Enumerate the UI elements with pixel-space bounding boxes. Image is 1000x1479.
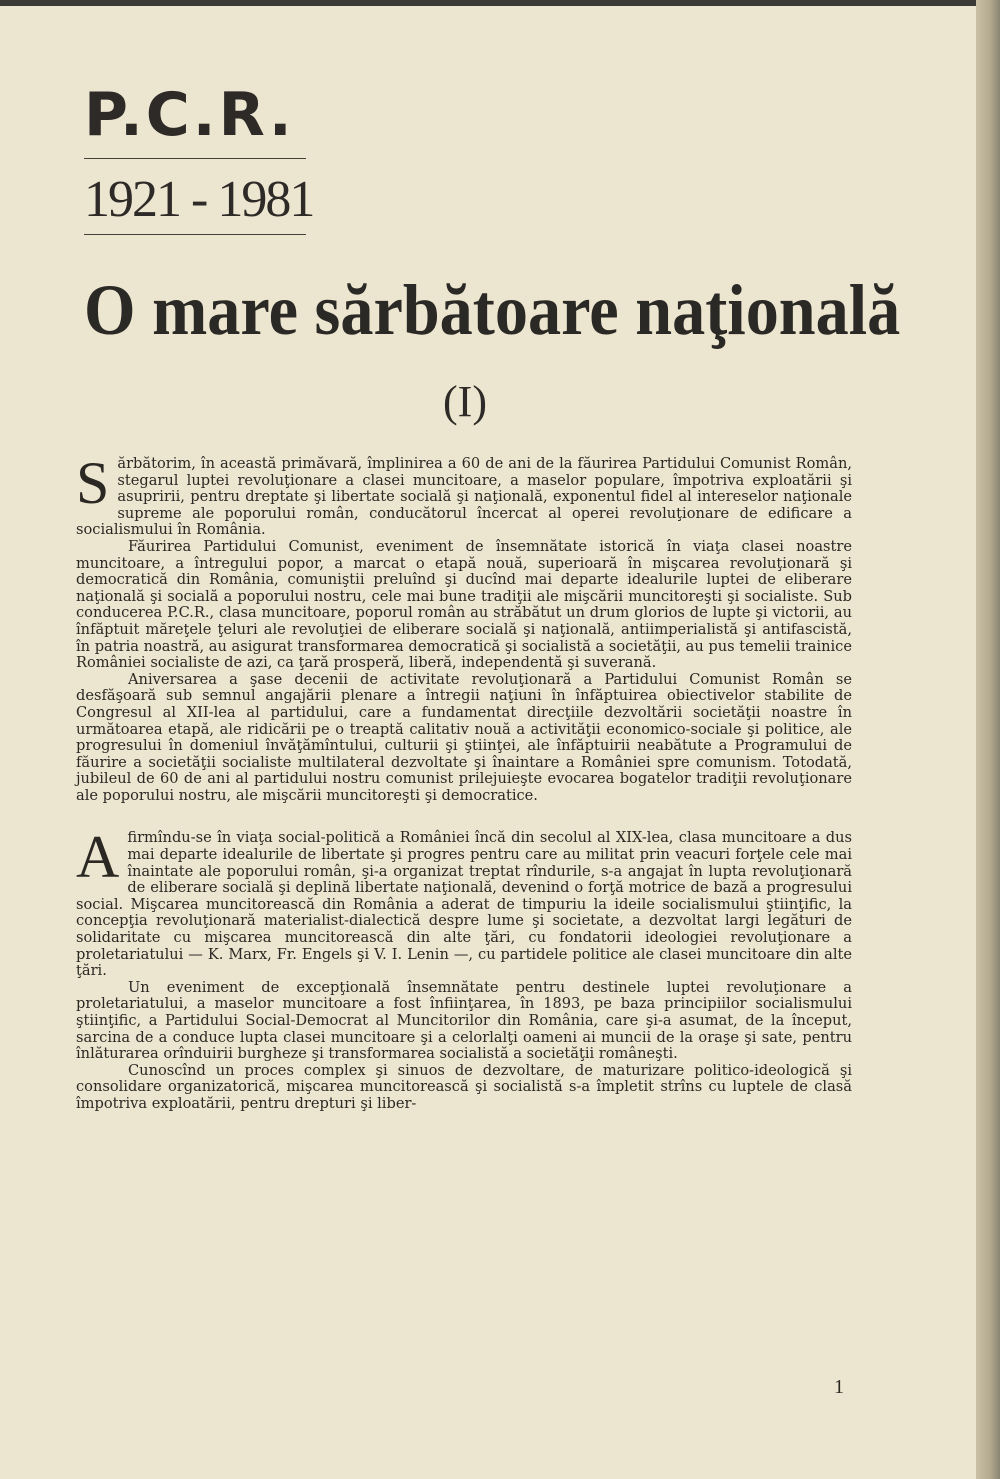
years-divider — [84, 234, 306, 235]
paragraph — [76, 450, 852, 539]
party-logo: P.C.R. — [84, 80, 295, 150]
section-gap — [76, 804, 852, 830]
paragraph-text: ărbătorim, în această primăvară, împlinirea a 60 de ani de la făurirea Partidului Comunist Român, stegarul luptei revoluţionare a clasei muncitoare, a maselor populare, împotriva exploatării şi asupririi, pentru dreptate şi libertate socială şi naţională, exponentul fidel al intereselor naţionale supreme ale poporului român, conducătorul încercat al operei revoluţionare de edificare a socialismului în România. — [76, 455, 852, 539]
page-binding-edge — [976, 0, 1000, 1479]
page-top-edge — [0, 0, 1000, 6]
years-range: 1921 - 1981 — [84, 171, 314, 228]
paragraph-text: firmîndu-se în viaţa social-politică a României încă din secolul al XIX-lea, clasa muncitoare a dus mai departe idealurile de libertate şi progres pentru care au militat prin veacuri forţele cele mai înaintate ale poporului român, şi-a organizat treptat rîndurile, s-a angajat în lupta revoluţionară de eliberare socială şi deplină libertate naţională, devenind o forţă motrice de bază a progresului social. Mişcarea muncitorească din România a aderat de timpuriu la ideile socialismului ştiinţific, la concepţia revoluţionară materialist-dialectică despre lume şi societate, a dezvoltat largi legături de solidaritate cu mişcarea muncitorească din alte ţări, cu fondatorii ideologiei revoluţionare a proletariatului — K. Marx, Fr. Engels şi V. I. Lenin —, cu partidele politice ale clasei muncitoare din alte ţări. — [76, 829, 852, 980]
logo-divider — [84, 158, 306, 159]
paragraph: Cunoscînd un proces complex şi sinuos de dezvoltare, de maturizare politico-ideologică şi consolidare organizatorică, mişcarea muncitorească şi socialistă s-a împletit strîns cu luptele de clasă împotriva exploatării, pentru drepturi şi liber- — [76, 1061, 852, 1112]
page-number: 1 — [834, 1376, 844, 1398]
drop-cap: A — [76, 824, 120, 891]
part-number: (I) — [443, 377, 487, 426]
article-body — [76, 450, 852, 1113]
paragraph: Un eveniment de excepţională însemnătate pentru destinele luptei revoluţionare a proletariatului, a maselor muncitoare a fost înfiinţarea, în 1893, pe baza principiilor socialismului ştiinţific, a Partidului Social-Democrat al Muncitorilor din România, care şi-a asumat, de la început, sarcina de a conduce lupta clasei muncitoare şi a celorlalţi oameni ai muncii de la oraşe şi sate, pentru înlăturarea orînduirii burgheze şi transformarea socialistă a societăţii româneşti. — [76, 978, 852, 1063]
article-title: O mare sărbătoare naţională — [84, 270, 901, 350]
paragraph: Făurirea Partidului Comunist, eveniment de însemnătate istorică în viaţa clasei noastre muncitoare, a întregului popor, a marcat o etapă nouă, superioară în mişcarea revoluţionară şi democratică din România, comuniştii preluînd şi ducînd mai departe idealurile luptei de eliberare naţională şi socială a poporului nostru, cele mai bune tradiţii ale mişcării muncitoreşti şi socialiste. Sub conducerea P.C.R., clasa muncitoare, poporul român au străbătut un drum glorios de lupte şi victorii, au înfăptuit măreţele ţeluri ale revoluţiei de eliberare socială şi naţională, antiimperialistă şi antifascistă, în patria noastră, au asigurat transformarea democratică şi socialistă a societăţii, au pus temelii trainice României socialiste de azi, ca ţară prosperă, liberă, independentă şi suverană. — [76, 537, 852, 672]
drop-cap: S — [76, 450, 110, 516]
paragraph — [76, 824, 852, 980]
paragraph: Aniversarea a şase decenii de activitate revoluţionară a Partidului Comunist Român se desfăşoară sub semnul angajării plenare a întregii naţiuni în înfăptuirea obiectivelor stabilite de Congresul al XII-lea al partidului, care a fundamentat direcţiile dezvoltării societăţii noastre în următoarea etapă, ale ridicării pe o treaptă calitativ nouă a activităţii economico-sociale şi politice, ale progresului în domeniul învăţămîntului, culturii şi ştiinţei, ale înfăptuirii neabătute a Programului de făurire a societăţii socialiste multilateral dezvoltate şi înaintare a României spre comunism. Totodată, jubileul de 60 de ani al partidului nostru comunist prilejuieşte evocarea bogatelor tradiţii revoluţionare ale poporului nostru, ale mişcării muncitoreşti şi democratice. — [76, 670, 852, 804]
